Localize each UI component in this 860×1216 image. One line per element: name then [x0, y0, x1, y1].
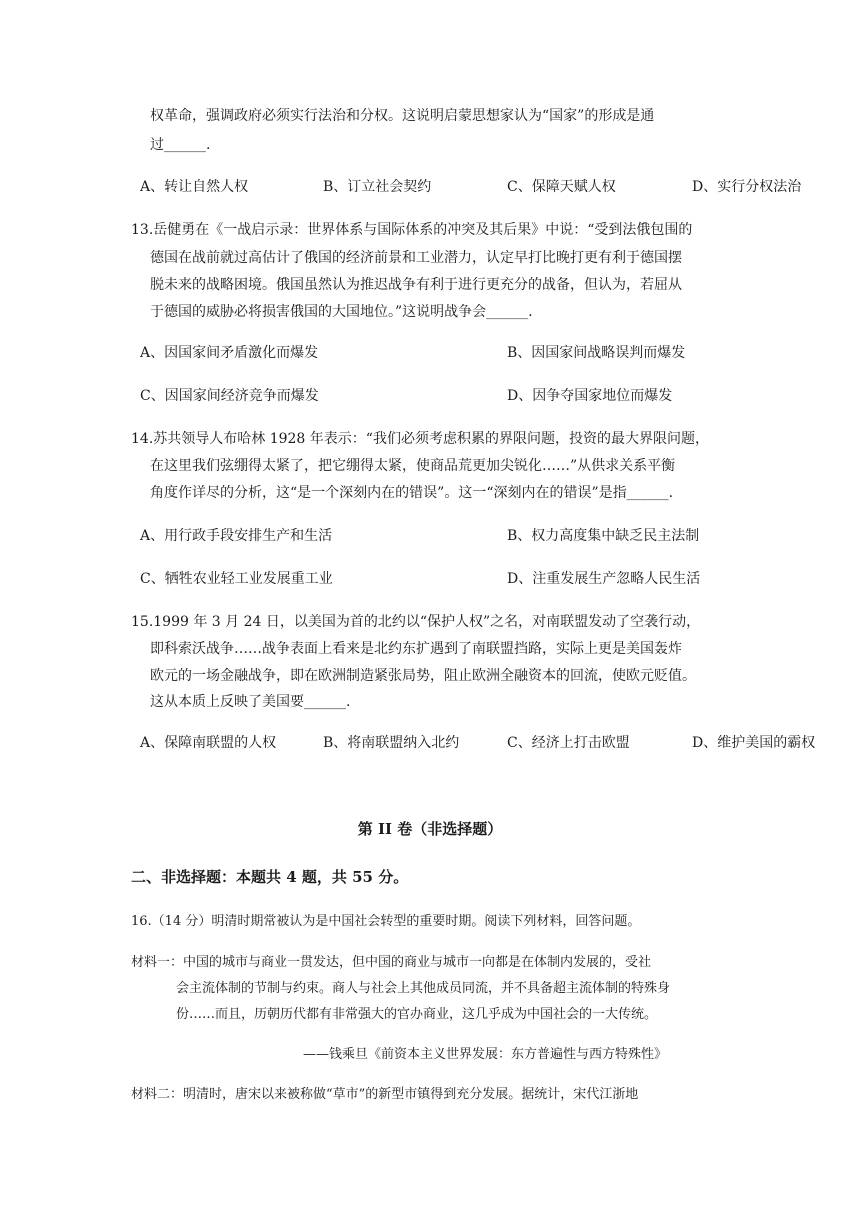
q15-stem-line-3: 欧元的一场金融战争，即在欧洲制造紧张局势，阻止欧洲全融资本的回流，使欧元贬值。 [150, 668, 696, 684]
q13-option-d: D、因争夺国家地位而爆发 [507, 388, 673, 404]
part2-title: 第 II 卷（非选择题） [357, 820, 503, 838]
q12-option-c: C、保障天赋人权 [507, 179, 616, 195]
q13-stem-line-3: 脱未来的战略困境。俄国虽然认为推迟战争有利于进行更充分的战备，但认为，若屈从 [150, 277, 682, 293]
q15-stem-line-2: 即科索沃战争……战争表面上看来是北约东扩遇到了南联盟挡路，实际上更是美国轰炸 [150, 641, 682, 657]
q16-material1-line-2: 会主流体制的节制与约束。商人与社会上其他成员同流，并不具备超主流体制的特殊身 [176, 981, 671, 996]
q15-option-c: C、经济上打击欧盟 [507, 735, 630, 751]
q16-material1-line-1: 材料一：中国的城市与商业一贯发达，但中国的商业与城市一向都是在体制内发展的，受社 [131, 955, 652, 970]
q15-stem-line-1: 15.1999 年 3 月 24 日，以美国为首的北约以“保护人权”之名，对南联盟发动了空袭行动， [131, 614, 701, 630]
q12-option-d: D、实行分权法治 [692, 179, 802, 195]
q13-stem-line-1: 13.岳健勇在《一战启示录：世界体系与国际体系的冲突及其后果》中说：“受到法俄包围的 [131, 222, 693, 238]
q14-option-d: D、注重发展生产忽略人民生活 [507, 571, 701, 587]
q13-stem-line-2: 德国在战前就过高估计了俄国的经济前景和工业潜力，认定早打比晚打更有利于德国摆 [150, 250, 682, 266]
section2-heading: 二、非选择题：本题共 4 题，共 55 分。 [131, 868, 409, 886]
q13-option-a: A、因国家间矛盾激化而爆发 [140, 345, 319, 361]
q15-stem-line-4: 这从本质上反映了美国要______. [150, 694, 351, 710]
q16-material1-source: ——钱乘旦《前资本主义世界发展：东方普遍性与西方特殊性》 [303, 1047, 668, 1062]
q13-stem-line-4: 于德国的威胁必将损害俄国的大国地位。”这说明战争会______. [150, 304, 533, 320]
q14-stem-line-2: 在这里我们弦绷得太紧了，把它绷得太紧，使商品荒更加尖锐化……”从供求关系平衡 [150, 458, 676, 474]
q14-option-c: C、牺牲农业轻工业发展重工业 [140, 571, 333, 587]
q13-option-b: B、因国家间战略误判而爆发 [507, 345, 686, 361]
q14-option-a: A、用行政手段安排生产和生活 [140, 528, 333, 544]
q13-option-c: C、因国家间经济竞争而爆发 [140, 388, 319, 404]
q15-option-d: D、维护美国的霸权 [692, 735, 816, 751]
q16-material1-line-3: 份……而且，历朝历代都有非常强大的官办商业，这几乎成为中国社会的一大传统。 [176, 1007, 658, 1022]
q16-material2-line-1: 材料二：明清时，唐宋以来被称做“草市”的新型市镇得到充分发展。据统计，宋代江浙地 [131, 1087, 639, 1102]
q15-option-a: A、保障南联盟的人权 [140, 735, 277, 751]
q12-stem-line-1: 权革命，强调政府必须实行法治和分权。这说明启蒙思想家认为“国家”的形成是通 [150, 108, 655, 124]
q14-stem-line-1: 14.苏共领导人布哈林 1928 年表示：“我们必须考虑积累的界限问题，投资的最大界限问题， [131, 431, 709, 447]
q12-option-a: A、转让自然人权 [140, 179, 249, 195]
q16-intro: 16.（14 分）明清时期常被认为是中国社会转型的重要时期。阅读下列材料，回答问题。 [131, 914, 641, 929]
q12-option-b: B、订立社会契约 [323, 179, 432, 195]
q14-stem-line-3: 角度作详尽的分析，这“是一个深刻内在的错误”。这一“深刻内在的错误”是指______. [150, 485, 674, 501]
q14-option-b: B、权力高度集中缺乏民主法制 [507, 528, 700, 544]
q15-option-b: B、将南联盟纳入北约 [323, 735, 460, 751]
q12-stem-line-2: 过______. [150, 137, 211, 153]
